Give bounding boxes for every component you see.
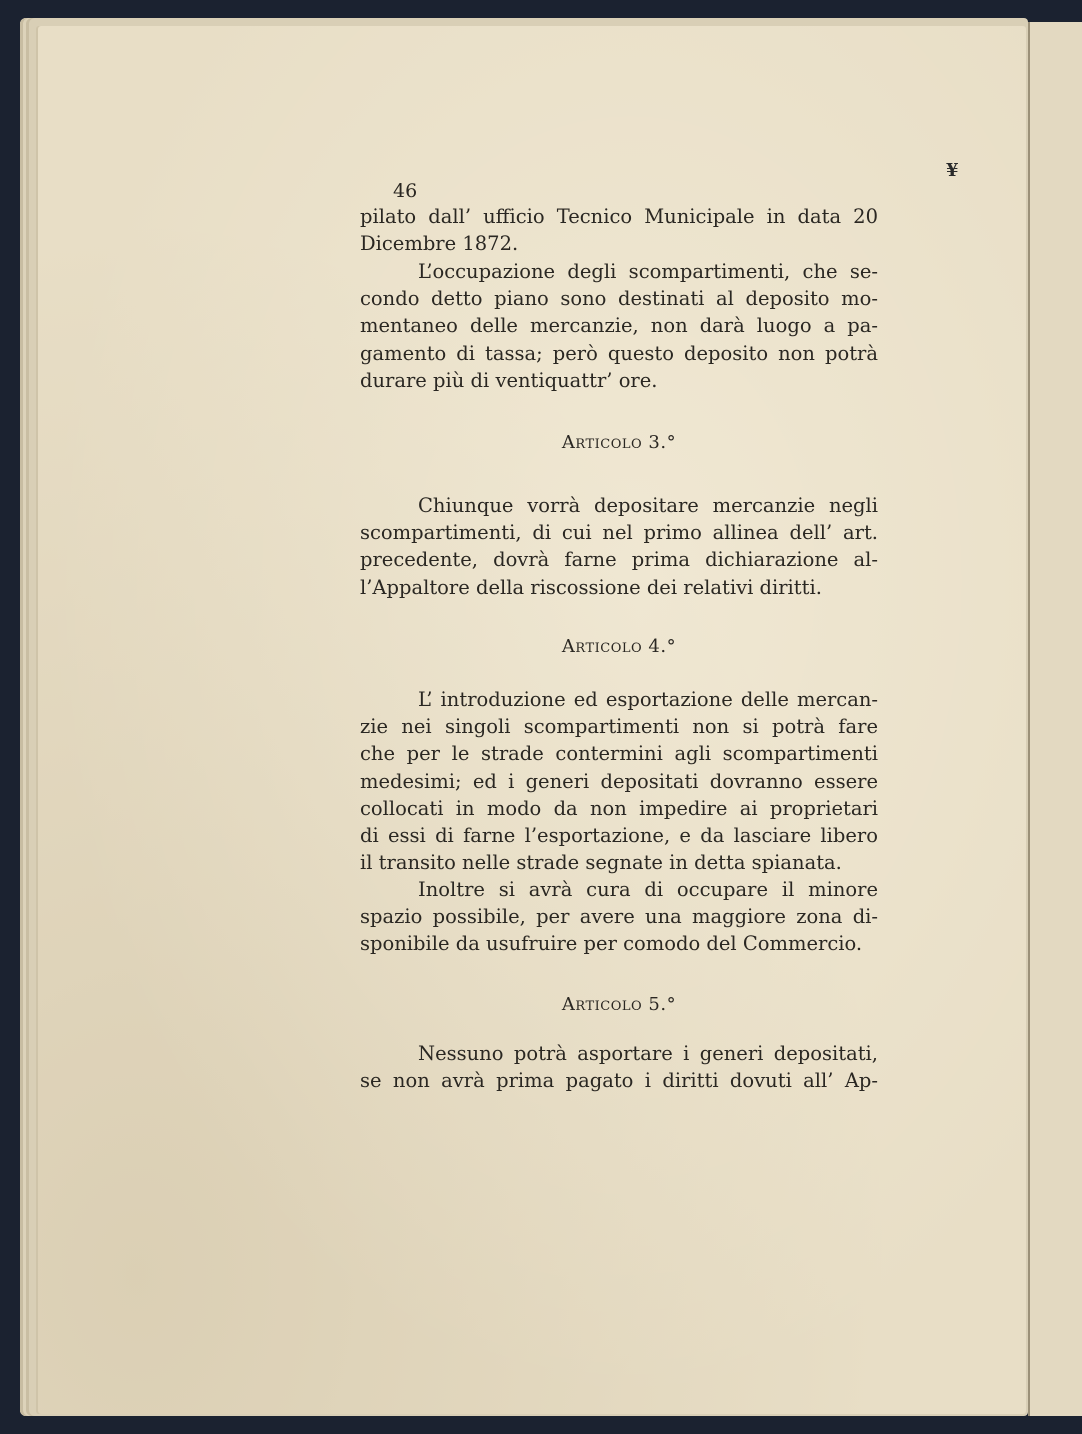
text-line: collocati in modo da non impedire ai proprietari [360, 796, 878, 820]
heading-articolo-5: Articolo 5.° [561, 994, 677, 1015]
text-line: L’occupazione degli scompartimenti, che se- [418, 260, 878, 283]
text-line: l’Appaltore della riscossione dei relativi diritti. [360, 575, 822, 599]
text-line: mentaneo delle mercanzie, non darà luogo a pa- [360, 314, 878, 338]
page-number: 46 [393, 180, 418, 202]
text-line: Dicembre 1872. [360, 232, 519, 256]
adjacent-page-edge [1028, 22, 1082, 1416]
paragraph-inoltre [360, 876, 878, 958]
text-line: il transito nelle strade segnate in detta spianata. [360, 851, 842, 875]
heading-articolo-4: Articolo 4.° [561, 636, 677, 657]
text-line: L’ introduzione ed esportazione delle mercan- [418, 688, 878, 711]
heading-articolo-3: Articolo 3.° [561, 432, 677, 453]
text-line: gamento di tassa; però questo deposito non potrà [360, 341, 878, 365]
text-line: di essi di farne l’esportazione, e da lasciare libero [360, 824, 878, 848]
paragraph-articolo-5 [360, 1040, 878, 1094]
text-line: Nessuno potrà asportare i generi depositati, [418, 1042, 878, 1065]
paragraph-articolo-4 [360, 686, 878, 876]
text-line: se non avrà prima pagato i diritti dovuti all’ Ap- [360, 1069, 878, 1093]
text-line: sponibile da usufruire per comodo del Commercio. [360, 932, 863, 956]
text-line: che per le strade contermini agli scompartimenti [360, 742, 878, 766]
text-line: medesimi; ed i generi depositati dovranno essere [360, 769, 878, 793]
text-line: spazio possibile, per avere una maggiore zona di- [360, 905, 878, 929]
text-line: precedente, dovrà farne prima dichiarazione al- [360, 548, 878, 572]
paragraph-articolo-3 [360, 492, 878, 601]
text-line: Chiunque vorrà depositare mercanzie negli [418, 494, 878, 517]
text-line: pilato dall’ ufficio Tecnico Municipale in data 20 [360, 205, 878, 228]
paragraph-occupazione [360, 258, 878, 394]
text-line: durare più di ventiquattr’ ore. [360, 368, 658, 392]
text-line: condo detto piano sono destinati al deposito mo- [360, 287, 878, 311]
text-line: scompartimenti, di cui nel primo allinea dell’ art. [360, 521, 878, 545]
paragraph-continuation [360, 203, 878, 257]
margin-mark: ¥ [946, 160, 959, 181]
text-line: Inoltre si avrà cura di occupare il minore [418, 878, 878, 901]
text-line: zie nei singoli scompartimenti non si potrà fare [360, 715, 878, 739]
